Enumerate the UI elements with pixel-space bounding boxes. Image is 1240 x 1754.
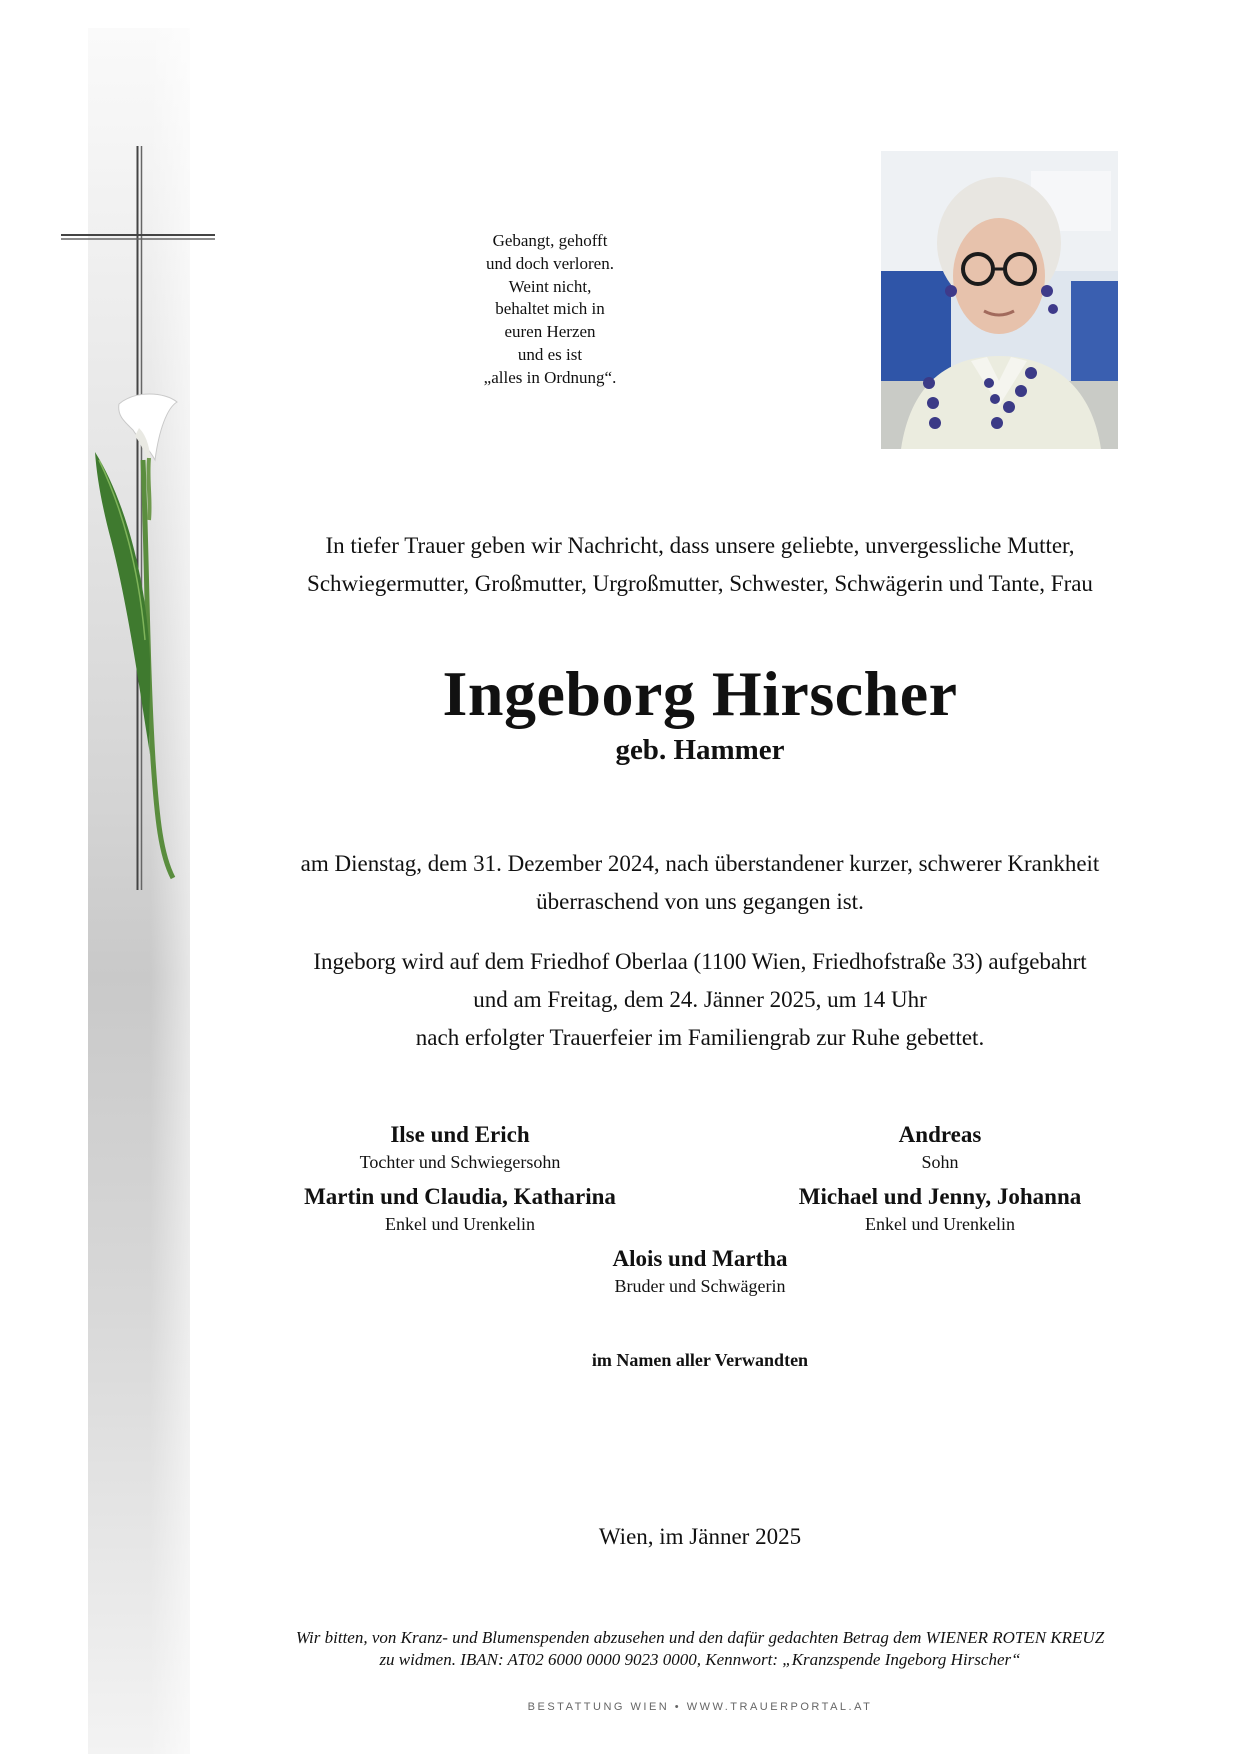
mourner-name: Andreas — [898, 1122, 982, 1147]
cross-with-calla-lily-icon — [55, 140, 215, 900]
birth-name: geb. Hammer — [615, 734, 785, 766]
portrait-photo — [881, 151, 1118, 449]
poem-line: „alles in Ordnung“. — [483, 367, 617, 387]
poem-line: und doch verloren. — [486, 253, 614, 273]
mourner-name: Michael und Jenny, Johanna — [798, 1184, 1082, 1209]
funeral-line: und am Freitag, dem 24. Jänner 2025, um 14 Uhr — [473, 987, 927, 1012]
mourner-role: Bruder und Schwägerin — [614, 1276, 786, 1296]
intro-line: In tiefer Trauer geben wir Nachricht, dass unsere geliebte, unvergessliche Mutter, — [325, 533, 1075, 558]
poem-line: Gebangt, gehofft — [492, 231, 608, 250]
poem-line: Weint nicht, — [508, 276, 592, 296]
footer-credit: BESTATTUNG WIEN • WWW.TRAUERPORTAL.AT — [527, 1701, 873, 1713]
mourner-name: Alois und Martha — [612, 1246, 788, 1271]
funeral-details — [240, 943, 1160, 1057]
death-details — [240, 845, 1160, 921]
mourner-name: Martin und Claudia, Katharina — [304, 1184, 616, 1209]
place-date: Wien, im Jänner 2025 — [598, 1524, 802, 1549]
mourner-name: Ilse und Erich — [390, 1122, 530, 1147]
donation-line: Wir bitten, von Kranz- und Blumenspenden abzusehen und den dafür gedachten Betrag dem WIENER ROTEN KREUZ — [295, 1628, 1105, 1647]
poem-line: und es ist — [517, 344, 583, 364]
mourner-role: Enkel und Urenkelin — [385, 1214, 535, 1234]
death-line: am Dienstag, dem 31. Dezember 2024, nach überstandener kurzer, schwerer Krankheit — [300, 851, 1100, 876]
poem-line: euren Herzen — [504, 322, 596, 342]
mourner-entry — [710, 1182, 1170, 1236]
poem-line: behaltet mich in — [495, 299, 605, 319]
memorial-poem — [400, 230, 700, 390]
mourner-entry — [470, 1244, 930, 1298]
mourner-role: Enkel und Urenkelin — [865, 1214, 1015, 1234]
funeral-line: nach erfolgter Trauerfeier im Familiengrab zur Ruhe gebettet. — [415, 1025, 985, 1050]
mourner-role: Sohn — [921, 1152, 959, 1172]
intro-text — [240, 527, 1160, 603]
deceased-name: Ingeborg Hirscher — [442, 658, 958, 729]
mourner-entry — [230, 1182, 690, 1236]
on-behalf-line: im Namen aller Verwandten — [591, 1350, 809, 1370]
funeral-line: Ingeborg wird auf dem Friedhof Oberlaa (1100 Wien, Friedhofstraße 33) aufgebahrt — [313, 949, 1087, 974]
donation-line: zu widmen. IBAN: AT02 6000 0000 9023 0000, Kennwort: „Kranzspende Ingeborg Hirscher“ — [379, 1650, 1021, 1669]
mourner-entry — [710, 1120, 1170, 1174]
death-line: überraschend von uns gegangen ist. — [536, 889, 864, 914]
donation-note — [220, 1627, 1180, 1671]
mourner-entry — [230, 1120, 690, 1174]
intro-line: Schwiegermutter, Großmutter, Urgroßmutter, Schwester, Schwägerin und Tante, Frau — [307, 571, 1093, 596]
mourner-role: Tochter und Schwiegersohn — [359, 1152, 561, 1172]
